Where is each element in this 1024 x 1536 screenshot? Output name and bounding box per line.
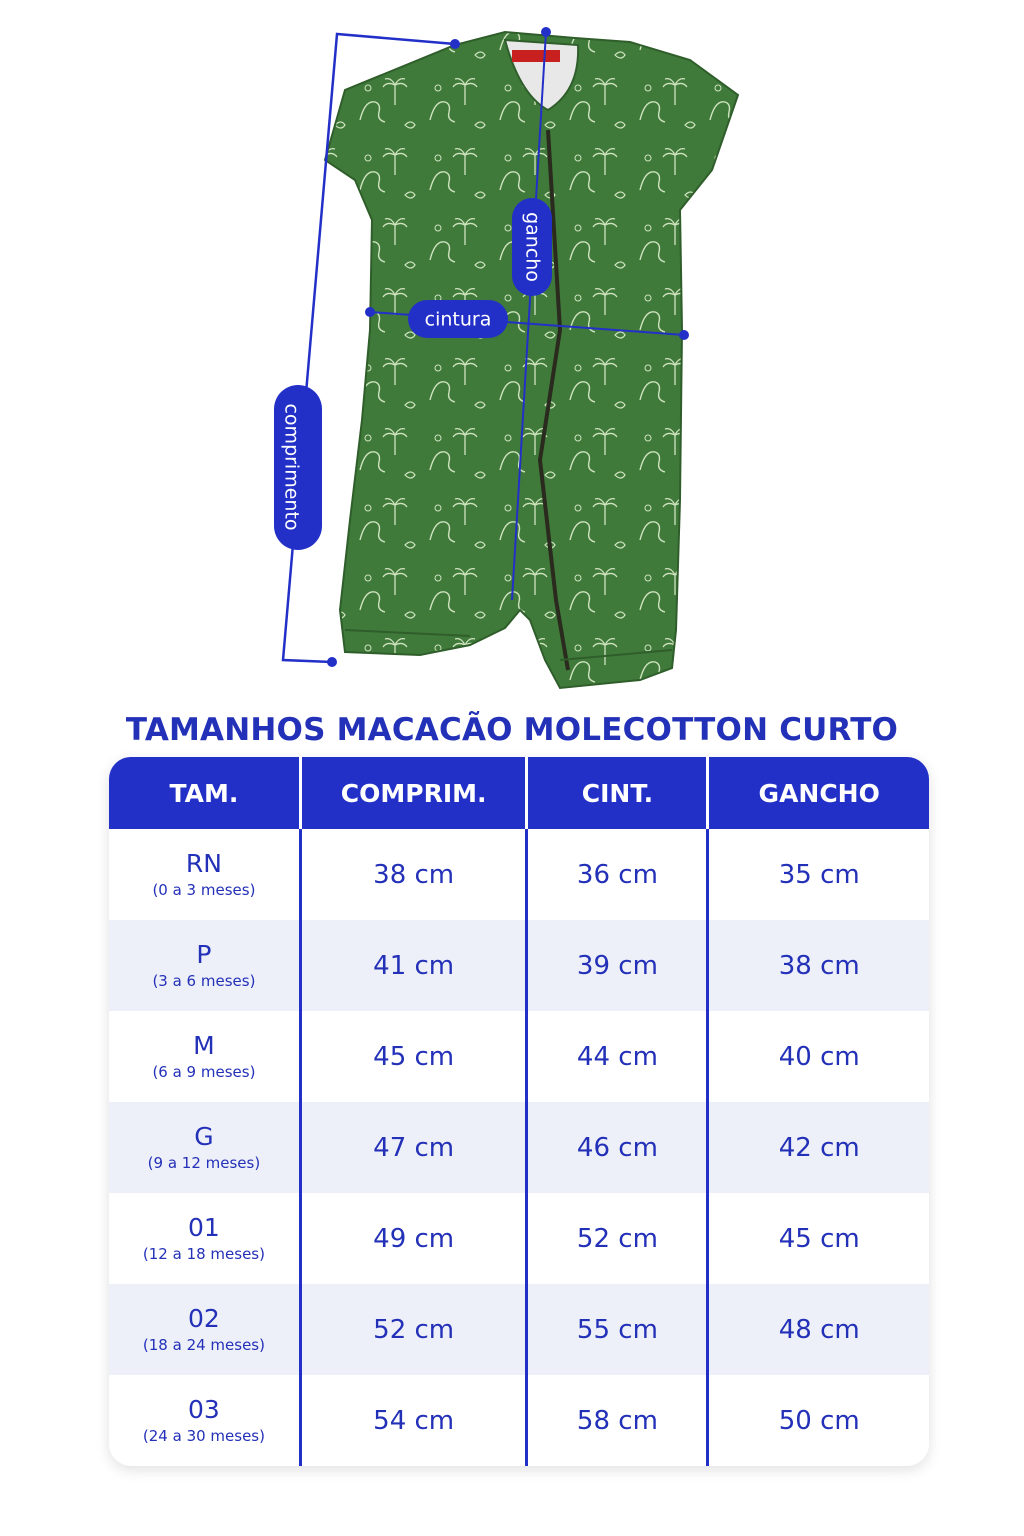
size-cell <box>109 1284 299 1375</box>
cintura-value: 55 cm <box>525 1284 706 1375</box>
gancho-value: 35 cm <box>706 829 929 920</box>
gancho-value: 40 cm <box>706 1011 929 1102</box>
size-age-range: (3 a 6 meses) <box>152 971 256 990</box>
romper-image <box>325 32 738 688</box>
size-cell <box>109 1375 299 1466</box>
gancho-label-tag <box>512 198 552 296</box>
comprimento-value: 49 cm <box>299 1193 526 1284</box>
size-label: 02 <box>188 1303 220 1333</box>
table-row <box>109 1193 929 1284</box>
header-cintura: CINT. <box>525 757 706 829</box>
cintura-value: 58 cm <box>525 1375 706 1466</box>
cintura-value: 39 cm <box>525 920 706 1011</box>
size-label: G <box>194 1121 214 1151</box>
comprimento-value: 41 cm <box>299 920 526 1011</box>
romper-measurement-figure <box>0 0 1024 700</box>
size-label: M <box>193 1030 215 1060</box>
table-row <box>109 1102 929 1193</box>
cintura-label-tag <box>408 300 508 338</box>
comprimento-value: 52 cm <box>299 1284 526 1375</box>
header-comprimento: COMPRIM. <box>299 757 526 829</box>
size-age-range: (24 a 30 meses) <box>142 1426 265 1445</box>
gancho-label: gancho <box>521 212 544 282</box>
cintura-value: 44 cm <box>525 1011 706 1102</box>
comprimento-label-tag <box>274 385 322 550</box>
size-table <box>109 757 929 1466</box>
table-row <box>109 1011 929 1102</box>
comprimento-value: 45 cm <box>299 1011 526 1102</box>
gancho-value: 45 cm <box>706 1193 929 1284</box>
comprimento-value: 47 cm <box>299 1102 526 1193</box>
gancho-value: 38 cm <box>706 920 929 1011</box>
size-age-range: (6 a 9 meses) <box>152 1062 256 1081</box>
size-label: RN <box>185 848 222 878</box>
size-label: 03 <box>188 1394 220 1424</box>
table-header <box>109 757 929 829</box>
cintura-value: 36 cm <box>525 829 706 920</box>
size-cell <box>109 1102 299 1193</box>
cintura-value: 46 cm <box>525 1102 706 1193</box>
size-chart-title: TAMANHOS MACACÃO MOLECOTTON CURTO <box>125 712 899 748</box>
size-label: P <box>196 939 212 969</box>
gancho-value: 50 cm <box>706 1375 929 1466</box>
comprimento-value: 54 cm <box>299 1375 526 1466</box>
gancho-value: 48 cm <box>706 1284 929 1375</box>
table-row <box>109 1284 929 1375</box>
size-cell <box>109 829 299 920</box>
size-cell <box>109 1193 299 1284</box>
size-age-range: (0 a 3 meses) <box>152 880 256 899</box>
cintura-label: cintura <box>424 308 492 331</box>
table-row <box>109 1375 929 1466</box>
size-age-range: (12 a 18 meses) <box>142 1244 265 1263</box>
size-cell <box>109 1011 299 1102</box>
header-tam: TAM. <box>169 778 239 808</box>
size-label: 01 <box>188 1212 220 1242</box>
table-row <box>109 920 929 1011</box>
comprimento-label: comprimento <box>280 403 303 531</box>
gancho-value: 42 cm <box>706 1102 929 1193</box>
size-age-range: (18 a 24 meses) <box>142 1335 265 1354</box>
size-age-range: (9 a 12 meses) <box>147 1153 261 1172</box>
cintura-value: 52 cm <box>525 1193 706 1284</box>
table-row <box>109 829 929 920</box>
size-cell <box>109 920 299 1011</box>
comprimento-value: 38 cm <box>299 829 526 920</box>
header-gancho: GANCHO <box>706 757 929 829</box>
